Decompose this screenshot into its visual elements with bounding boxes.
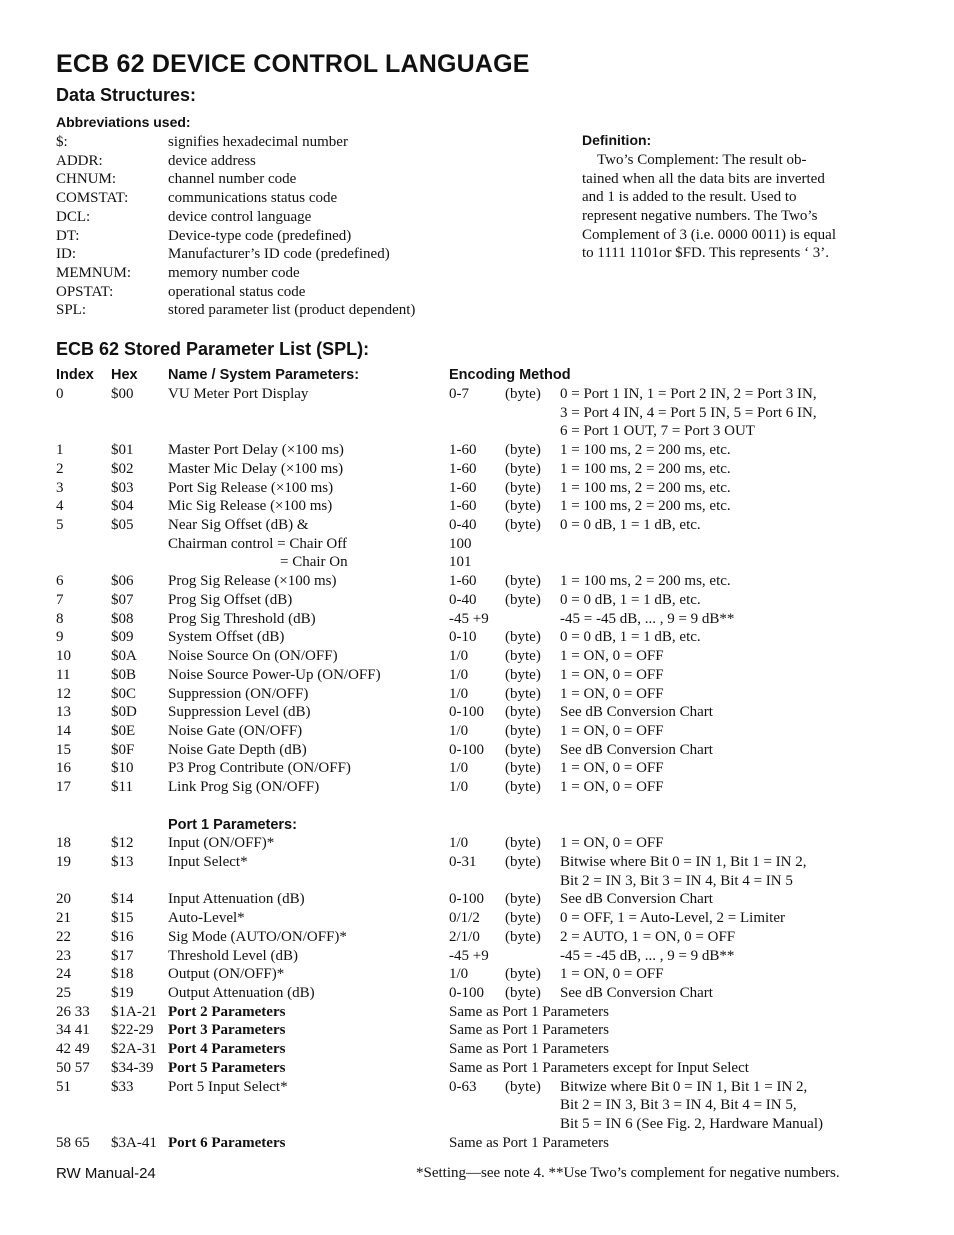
row-name: Chairman control = Chair Off [168, 535, 347, 552]
row-name: Suppression Level (dB) [168, 704, 311, 721]
row-range: 0-40 [449, 517, 477, 534]
table-row [0, 404, 954, 423]
footnote: *Setting—see note 4. **Use Two’s complement for negative numbers. [416, 1165, 840, 1181]
row-hex: $04 [111, 498, 134, 515]
table-row [0, 685, 954, 704]
definition-line: to 1111 1101or $FD. This represents ‘ 3’. [582, 245, 830, 262]
table-row [0, 1021, 954, 1040]
row-description: See dB Conversion Chart [560, 985, 713, 1002]
table-row [0, 853, 954, 872]
table-row [0, 647, 954, 666]
row-type: (byte) [505, 966, 541, 983]
row-type: (byte) [505, 835, 541, 852]
row-description: See dB Conversion Chart [560, 704, 713, 721]
column-header-index: Index [56, 367, 94, 383]
row-index: 6 [56, 573, 64, 590]
row-description: 1 = 100 ms, 2 = 200 ms, etc. [560, 442, 731, 459]
row-range: 1-60 [449, 479, 477, 496]
row-hex: $3A-41 [111, 1134, 157, 1151]
definition-line: represent negative numbers. The Two’s [582, 208, 818, 225]
row-hex: $2A-31 [111, 1041, 157, 1058]
row-range: 0-100 [449, 704, 484, 721]
table-row [0, 441, 954, 460]
row-type: (byte) [505, 760, 541, 777]
row-range: 0-100 [449, 741, 484, 758]
row-hex: $0E [111, 722, 136, 739]
row-index: 17 [56, 779, 71, 796]
row-range: 1/0 [449, 779, 469, 796]
table-row [0, 1003, 954, 1022]
row-hex: $17 [111, 947, 134, 964]
row-name: Port 1 Parameters: [168, 816, 297, 833]
table-row [0, 1096, 954, 1115]
row-name: Master Port Delay (×100 ms) [168, 442, 344, 459]
row-range: Same as Port 1 Parameters [449, 1003, 609, 1020]
row-name: Port 4 Parameters [168, 1041, 286, 1058]
table-row [0, 741, 954, 760]
row-type: (byte) [505, 386, 541, 402]
row-type: (byte) [505, 779, 541, 796]
row-range: 1/0 [449, 966, 469, 983]
definition-line: Two’s Complement: The result ob- [582, 152, 807, 168]
table-row [0, 778, 954, 797]
table-row [0, 553, 954, 572]
row-hex: $14 [111, 891, 134, 908]
row-name: Input Attenuation (dB) [168, 891, 305, 908]
spl-heading: ECB 62 Stored Parameter List (SPL): [56, 339, 370, 359]
row-hex: $05 [111, 517, 134, 534]
definition-body [582, 151, 852, 263]
row-hex: $13 [111, 854, 134, 870]
row-name: Noise Gate (ON/OFF) [168, 722, 303, 739]
abbreviation-value: Device-type code (predefined) [168, 227, 352, 244]
row-range: 0-100 [449, 985, 484, 1002]
row-range: Same as Port 1 Parameters [449, 1134, 609, 1151]
row-description: 6 = Port 1 OUT, 7 = Port 3 OUT [560, 423, 755, 440]
row-hex: $06 [111, 573, 134, 590]
row-name: Threshold Level (dB) [168, 947, 298, 964]
column-header-name: Name / System Parameters: [168, 367, 360, 383]
table-row [0, 572, 954, 591]
row-index: 26 33 [56, 1003, 90, 1020]
row-description: 1 = ON, 0 = OFF [560, 666, 664, 683]
row-index: 5 [56, 517, 64, 534]
row-name: Noise Source Power-Up (ON/OFF) [168, 666, 381, 683]
table-row [0, 610, 954, 629]
row-type: (byte) [505, 741, 541, 758]
table-row [0, 984, 954, 1003]
row-hex: $01 [111, 442, 134, 459]
row-hex: $0F [111, 741, 135, 758]
row-type: (byte) [505, 722, 541, 739]
abbreviation-key: CHNUM: [56, 171, 117, 188]
row-index: 34 41 [56, 1022, 90, 1039]
table-row [0, 816, 954, 835]
table-row [0, 535, 954, 554]
row-name: Sig Mode (AUTO/ON/OFF)* [168, 928, 347, 945]
row-name: Suppression (ON/OFF) [168, 685, 309, 702]
table-row [0, 759, 954, 778]
row-name: Master Mic Delay (×100 ms) [168, 460, 344, 477]
table-row [0, 497, 954, 516]
abbreviation-key: DT: [56, 227, 80, 244]
row-range: 1/0 [449, 666, 469, 683]
row-range: 1/0 [449, 835, 469, 852]
row-name: Prog Sig Release (×100 ms) [168, 573, 337, 590]
row-range: Same as Port 1 Parameters [449, 1041, 609, 1058]
row-hex: $02 [111, 460, 134, 477]
row-index: 2 [56, 460, 64, 477]
row-range: 100 [449, 535, 472, 552]
row-hex: $34-39 [111, 1059, 154, 1076]
table-row [0, 965, 954, 984]
table-row [0, 928, 954, 947]
row-range: 1-60 [449, 573, 477, 590]
row-index: 58 65 [56, 1134, 90, 1151]
row-range: 1/0 [449, 722, 469, 739]
row-name: Auto-Level* [168, 910, 245, 927]
row-description: Bit 2 = IN 3, Bit 3 = IN 4, Bit 4 = IN 5, [560, 1097, 797, 1114]
row-name: Port 3 Parameters [168, 1022, 286, 1039]
table-row [0, 460, 954, 479]
row-description: Bit 5 = IN 6 (See Fig. 2, Hardware Manual) [560, 1116, 823, 1133]
row-range: 1-60 [449, 498, 477, 515]
row-name: P3 Prog Contribute (ON/OFF) [168, 760, 351, 777]
row-index: 13 [56, 704, 71, 721]
abbreviation-value: device address [168, 152, 256, 169]
table-row [0, 516, 954, 535]
row-range: 1/0 [449, 685, 469, 702]
row-index: 22 [56, 928, 71, 945]
row-description: See dB Conversion Chart [560, 741, 713, 758]
row-type: (byte) [505, 629, 541, 646]
row-range: 1-60 [449, 442, 477, 459]
abbreviation-key: COMSTAT: [56, 190, 129, 207]
row-name: Prog Sig Offset (dB) [168, 591, 293, 608]
row-range: 0-10 [449, 629, 477, 646]
abbreviations-heading: Abbreviations used: [56, 114, 191, 130]
row-name: Noise Gate Depth (dB) [168, 741, 307, 758]
row-index: 20 [56, 891, 71, 908]
table-row [0, 1134, 954, 1153]
row-description: 1 = ON, 0 = OFF [560, 835, 664, 852]
row-index: 9 [56, 629, 64, 646]
row-description: 1 = ON, 0 = OFF [560, 722, 664, 739]
page-number: RW Manual-24 [56, 1165, 156, 1182]
row-name: Output (ON/OFF)* [168, 966, 285, 983]
row-name: Link Prog Sig (ON/OFF) [168, 779, 320, 796]
table-row [0, 479, 954, 498]
table-row [0, 591, 954, 610]
row-description: 1 = ON, 0 = OFF [560, 760, 664, 777]
row-type: (byte) [505, 517, 541, 534]
row-index: 24 [56, 966, 71, 983]
row-name: Input Select* [168, 854, 248, 870]
row-hex: $0D [111, 704, 137, 721]
row-description: 3 = Port 4 IN, 4 = Port 5 IN, 5 = Port 6 IN, [560, 404, 817, 421]
column-header-encoding: Encoding Method [449, 367, 571, 383]
row-hex: $10 [111, 760, 134, 777]
row-hex: $07 [111, 591, 134, 608]
row-description: 1 = ON, 0 = OFF [560, 779, 664, 796]
row-index: 25 [56, 985, 71, 1002]
row-range: 1-60 [449, 460, 477, 477]
row-index: 1 [56, 442, 64, 459]
row-index: 21 [56, 910, 71, 927]
row-type: (byte) [505, 910, 541, 927]
row-name: Port 2 Parameters [168, 1003, 286, 1020]
abbreviation-value: operational status code [168, 283, 306, 300]
row-range: 0-63 [449, 1078, 477, 1095]
abbreviation-key: ADDR: [56, 152, 103, 169]
row-range: -45 +9 [449, 947, 489, 964]
column-header-hex: Hex [111, 367, 138, 383]
row-hex: $1A-21 [111, 1003, 157, 1020]
row-description: See dB Conversion Chart [560, 891, 713, 908]
row-hex: $19 [111, 985, 134, 1002]
row-type: (byte) [505, 854, 541, 870]
row-index: 18 [56, 835, 71, 852]
row-description: 0 = 0 dB, 1 = 1 dB, etc. [560, 629, 701, 646]
row-description: 1 = 100 ms, 2 = 200 ms, etc. [560, 573, 731, 590]
row-range: 0-40 [449, 591, 477, 608]
row-hex: $22-29 [111, 1022, 154, 1039]
row-description: 2 = AUTO, 1 = ON, 0 = OFF [560, 928, 736, 945]
row-range: 0-7 [449, 386, 469, 402]
abbreviation-key: SPL: [56, 302, 87, 319]
row-index: 0 [56, 386, 64, 402]
row-hex: $12 [111, 835, 134, 852]
row-description: Bitwize where Bit 0 = IN 1, Bit 1 = IN 2, [560, 1078, 808, 1095]
row-range: 0-31 [449, 854, 477, 870]
table-row [0, 1078, 954, 1097]
row-hex: $0B [111, 666, 137, 683]
row-index: 50 57 [56, 1059, 90, 1076]
table-row [0, 628, 954, 647]
row-index: 23 [56, 947, 71, 964]
row-name: Port 5 Input Select* [168, 1078, 288, 1095]
abbreviation-key: MEMNUM: [56, 264, 132, 281]
row-range: 1/0 [449, 648, 469, 665]
row-index: 19 [56, 854, 71, 870]
abbreviation-value: signifies hexadecimal number [168, 134, 348, 150]
row-index: 16 [56, 760, 71, 777]
table-row [0, 1115, 954, 1134]
row-hex: $33 [111, 1078, 134, 1095]
row-index: 8 [56, 610, 64, 627]
row-index: 15 [56, 741, 71, 758]
row-type: (byte) [505, 685, 541, 702]
table-row [0, 385, 954, 404]
row-range: 0-100 [449, 891, 484, 908]
row-range: 1/0 [449, 760, 469, 777]
row-range: -45 +9 [449, 610, 489, 627]
row-description: 1 = 100 ms, 2 = 200 ms, etc. [560, 498, 731, 515]
table-row [0, 797, 954, 816]
row-type: (byte) [505, 1078, 541, 1095]
row-name: System Offset (dB) [168, 629, 285, 646]
row-hex: $0A [111, 648, 137, 665]
row-name: = Chair On [280, 554, 348, 571]
row-description: 0 = Port 1 IN, 1 = Port 2 IN, 2 = Port 3 IN, [560, 386, 817, 402]
row-name: Port 5 Parameters [168, 1059, 286, 1076]
abbreviation-value: Manufacturer’s ID code (predefined) [168, 246, 390, 263]
row-name: VU Meter Port Display [168, 386, 309, 402]
section-title-data-structures: Data Structures: [56, 85, 197, 105]
row-type: (byte) [505, 891, 541, 908]
row-type: (byte) [505, 985, 541, 1002]
row-hex: $0C [111, 685, 137, 702]
table-row [0, 1040, 954, 1059]
row-type: (byte) [505, 928, 541, 945]
row-index: 4 [56, 498, 64, 515]
row-type: (byte) [505, 648, 541, 665]
row-description: 1 = 100 ms, 2 = 200 ms, etc. [560, 460, 731, 477]
table-row [0, 666, 954, 685]
row-range: 2/1/0 [449, 928, 480, 945]
row-name: Mic Sig Release (×100 ms) [168, 498, 333, 515]
row-description: -45 = -45 dB, ... , 9 = 9 dB** [560, 947, 735, 964]
page-title: ECB 62 DEVICE CONTROL LANGUAGE [56, 50, 530, 78]
row-index: 42 49 [56, 1041, 90, 1058]
table-row [0, 834, 954, 853]
row-description: Bit 2 = IN 3, Bit 3 = IN 4, Bit 4 = IN 5 [560, 872, 793, 889]
abbreviation-key: $: [56, 134, 68, 150]
table-row [0, 909, 954, 928]
abbreviation-key: ID: [56, 246, 76, 263]
row-range: 0/1/2 [449, 910, 480, 927]
row-description: 1 = 100 ms, 2 = 200 ms, etc. [560, 479, 731, 496]
row-name: Near Sig Offset (dB) & [168, 517, 309, 534]
definition-line: Complement of 3 (i.e. 0000 0011) is equal [582, 226, 836, 243]
row-name: Output Attenuation (dB) [168, 985, 315, 1002]
row-hex: $11 [111, 779, 133, 796]
row-type: (byte) [505, 573, 541, 590]
row-type: (byte) [505, 704, 541, 721]
abbreviation-key: OPSTAT: [56, 283, 114, 300]
table-row [0, 872, 954, 891]
row-hex: $15 [111, 910, 134, 927]
row-index: 3 [56, 479, 64, 496]
row-index: 51 [56, 1078, 71, 1095]
row-description: 1 = ON, 0 = OFF [560, 648, 664, 665]
row-type: (byte) [505, 666, 541, 683]
table-row [0, 890, 954, 909]
abbreviation-value: channel number code [168, 171, 297, 188]
definition-line: and 1 is added to the result. Used to [582, 189, 797, 206]
row-hex: $08 [111, 610, 134, 627]
row-name: Noise Source On (ON/OFF) [168, 648, 338, 665]
abbreviation-value: stored parameter list (product dependent) [168, 302, 416, 319]
row-index: 10 [56, 648, 71, 665]
row-index: 11 [56, 666, 71, 683]
abbreviation-value: device control language [168, 208, 312, 225]
table-row [0, 422, 954, 441]
row-description: 0 = OFF, 1 = Auto-Level, 2 = Limiter [560, 910, 785, 927]
row-type: (byte) [505, 498, 541, 515]
row-description: 1 = ON, 0 = OFF [560, 966, 664, 983]
abbreviation-key: DCL: [56, 208, 91, 225]
definition-line: tained when all the data bits are inverted [582, 170, 825, 187]
row-range: 101 [449, 554, 472, 571]
row-index: 7 [56, 591, 64, 608]
row-index: 12 [56, 685, 71, 702]
row-type: (byte) [505, 591, 541, 608]
row-type: (byte) [505, 460, 541, 477]
row-hex: $00 [111, 386, 134, 402]
row-hex: $18 [111, 966, 134, 983]
row-index: 14 [56, 722, 71, 739]
row-name: Prog Sig Threshold (dB) [168, 610, 316, 627]
row-name: Port 6 Parameters [168, 1134, 286, 1151]
row-description: 0 = 0 dB, 1 = 1 dB, etc. [560, 517, 701, 534]
row-range: Same as Port 1 Parameters except for Input Select [449, 1059, 749, 1076]
row-hex: $03 [111, 479, 134, 496]
definition-heading: Definition: [582, 132, 652, 148]
row-description: 1 = ON, 0 = OFF [560, 685, 664, 702]
table-row [0, 703, 954, 722]
row-name: Input (ON/OFF)* [168, 835, 275, 852]
row-type: (byte) [505, 442, 541, 459]
row-description: 0 = 0 dB, 1 = 1 dB, etc. [560, 591, 701, 608]
row-type: (byte) [505, 479, 541, 496]
table-row [0, 947, 954, 966]
row-description: -45 = -45 dB, ... , 9 = 9 dB** [560, 610, 735, 627]
row-hex: $09 [111, 629, 134, 646]
row-range: Same as Port 1 Parameters [449, 1022, 609, 1039]
row-hex: $16 [111, 928, 134, 945]
table-row [0, 1059, 954, 1078]
abbreviation-value: communications status code [168, 190, 338, 207]
abbreviation-value: memory number code [168, 264, 300, 281]
table-row [0, 722, 954, 741]
row-description: Bitwise where Bit 0 = IN 1, Bit 1 = IN 2, [560, 854, 807, 870]
row-name: Port Sig Release (×100 ms) [168, 479, 334, 496]
